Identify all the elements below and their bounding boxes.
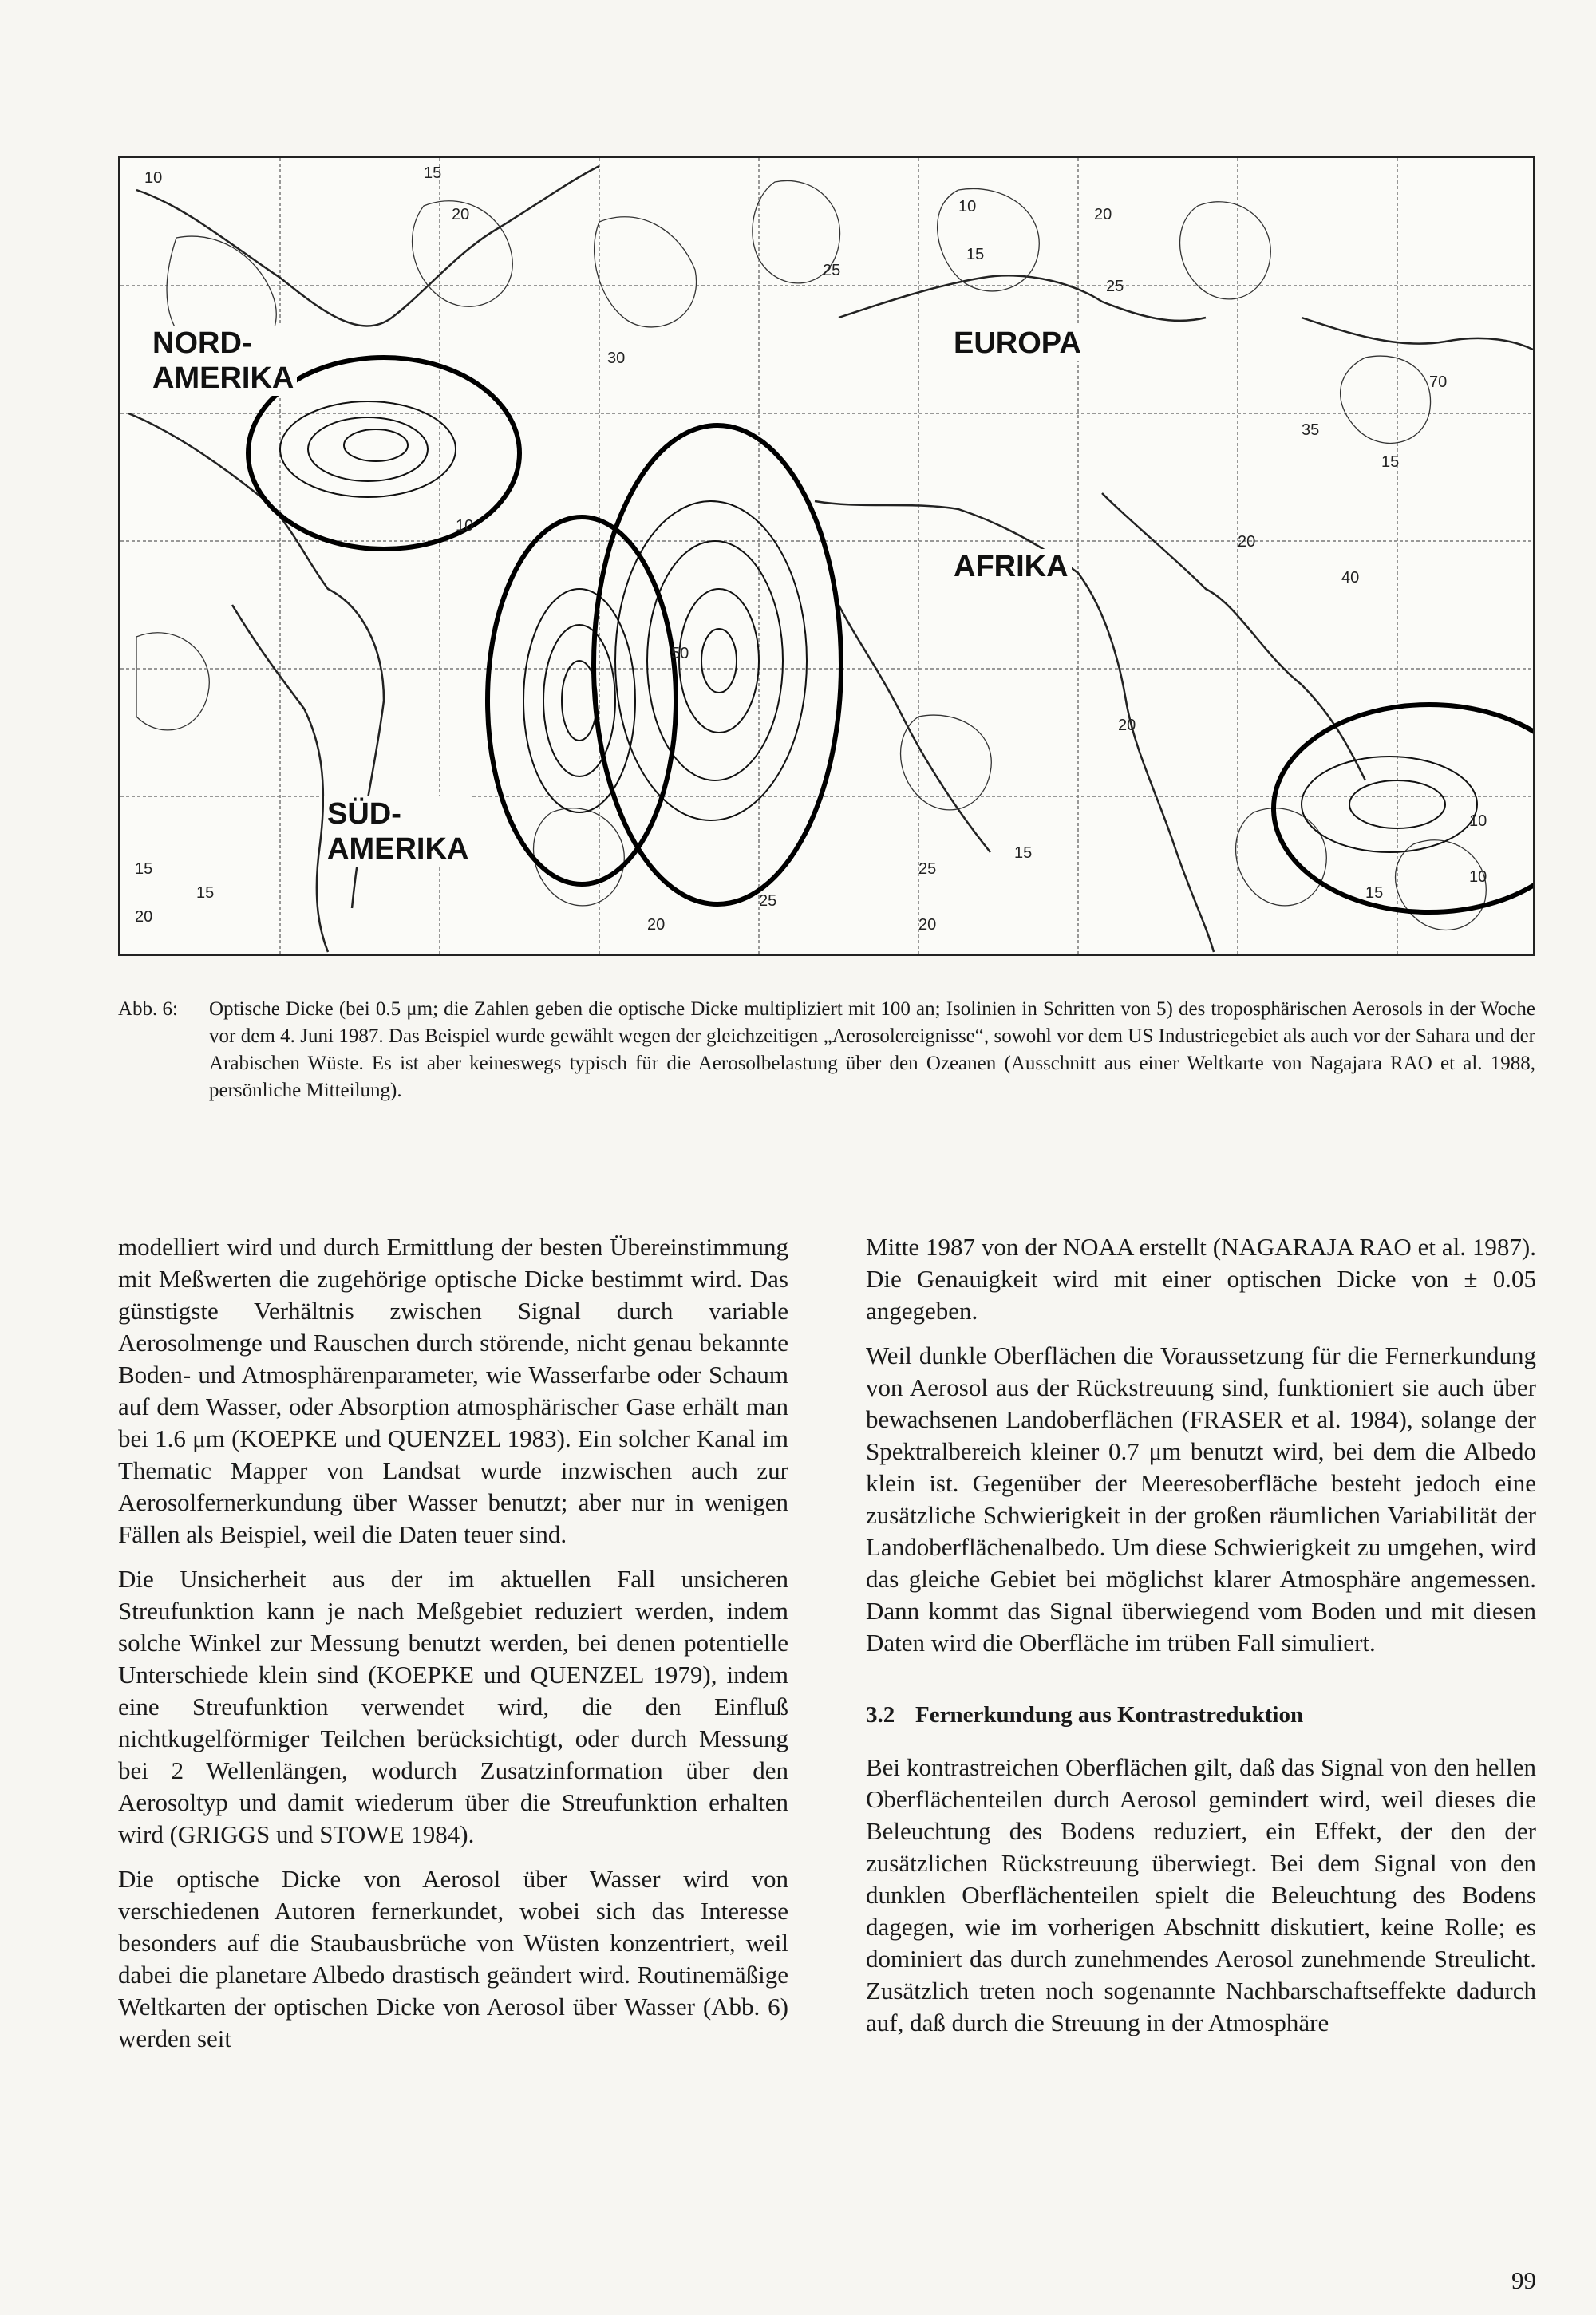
sahara-ellipse — [594, 425, 841, 904]
isoline-label: 15 — [1365, 884, 1384, 902]
isoline-label: 70 — [1429, 373, 1448, 391]
isoline-label: 15 — [966, 246, 985, 263]
aerosol-contours-dense — [280, 401, 1477, 852]
isoline-label: 25 — [823, 262, 841, 279]
isoline-label: 15 — [135, 860, 153, 878]
isoline-label: 20 — [452, 206, 470, 223]
section-title: Fernerkundung aus Kontrastreduktion — [915, 1702, 1304, 1728]
figure-caption — [118, 996, 1535, 1104]
isoline-label: 10 — [1469, 868, 1487, 886]
isoline-label: 20 — [918, 916, 937, 934]
paragraph: Die optische Dicke von Aerosol über Wasser wird von verschiedenen Autoren fernerkundet, wobei sich das Interesse besonders auf die Staubausbrüche von Wüsten konzentriert, weil dabei die planetare Albedo drastisch geändert wird. Routinemäßige Weltkarten der optischen Dicke von Aerosol über Wasser (Abb. 6) werden seit — [118, 1865, 788, 2052]
region-label-north-america: NORD- AMERIKA — [149, 326, 297, 396]
section-heading — [866, 1699, 1536, 1731]
isoline-label: 15 — [1014, 844, 1033, 862]
right-column — [866, 1231, 1536, 2052]
isoline-label: 50 — [671, 645, 689, 662]
caption-text: Optische Dicke (bei 0.5 μm; die Zahlen geben die optische Dicke multipliziert mit 100 an; Isolinien in Schritten von 5) des troposphärischen Aerosols in der Woche vor dem 4. Juni 1987. Das Beispiel wurde gewählt wegen der gleichzeitigen „Aerosolereignisse“, sowohl vor dem US Industriegebiet als auch vor der Sahara und der Arabischen Wüste. Es ist aber keineswegs typisch für die Aerosolbelastung über den Ozeanen (Ausschnitt aus einer Weltkarte von Nagajara RAO et al. 1988, persönliche Mitteilung). — [209, 998, 1535, 1101]
paragraph: modelliert wird und durch Ermittlung der besten Übereinstimmung mit Meßwerten die zugehörige optische Dicke bestimmt wird. Das günstigste Verhältnis zwischen Signal durch variable Aerosolmenge und Rauschen durch störende, nicht genau bekannte Boden- und Atmosphärenparameter, wie Wasserfarbe oder Schaum auf dem Wasser, oder Absorption atmosphärischer Gase erhält man bei 1.6 μm (KOEPKE und QUENZEL 1983). Ein solcher Kanal im Thematic Mapper von Landsat wurde inzwischen auch zur Aerosolfernerkundung über Wasser benutzt; aber nur in wenigen Fällen als Beispiel, weil die Daten teuer sind. — [118, 1233, 788, 1548]
section-number: 3.2 — [866, 1702, 895, 1728]
isoline-label: 15 — [196, 884, 215, 902]
sahara-west-ellipse — [488, 517, 676, 884]
paragraph: Mitte 1987 von der NOAA erstellt (NAGARAJA RAO et al. 1987). Die Genauigkeit wird mit einer optischen Dicke von ± 0.05 angegeben. — [866, 1233, 1536, 1325]
caption-label: Abb. 6: — [118, 998, 178, 1020]
isoline-label: 30 — [607, 350, 626, 367]
isoline-label: 35 — [1302, 421, 1320, 439]
arabian-desert-ellipse — [1274, 705, 1533, 912]
paragraph: Bei kontrastreichen Oberflächen gilt, daß das Signal von den hellen Oberflächenteilen durch Aerosol gemindert wird, weil dieses die Beleuchtung des Bodens reduziert, ein Effekt, der den der zusätzlichen Rückstreuung überwiegt. Bei dem Signal von den dunklen Oberflächenteilen spielt die Beleuchtung des Bodens dagegen, wie im vorherigen Abschnitt diskutiert, keine Rolle; es dominiert das durch zunehmendes Aerosol zunehmende Streulicht. Zusätzlich treten noch sogenannte Nachbarschaftseffekte dadurch auf, daß durch die Streuung in der Atmosphäre — [866, 1753, 1536, 2036]
isoline-label: 20 — [647, 916, 666, 934]
isoline-label: 15 — [1381, 453, 1400, 471]
isoline-label: 10 — [958, 198, 977, 215]
isoline-label: 15 — [424, 164, 442, 182]
paragraph: Weil dunkle Oberflächen die Voraussetzung für die Fernerkundung von Aerosol aus der Rückstreuung sind, funktioniert sie auch über bewachsenen Landoberflächen (FRASER et al. 1984), solange der Spektralbereich kleiner 0.7 μm benutzt wird, bei dem die Albedo klein ist. Gegenüber der Meeresoberfläche besteht jedoch eine zusätzliche Schwierigkeit in der großen räumlichen Variabilität der Landoberflächenalbedo. Um diese Schwierigkeit zu umgehen, wird das gleiche Gebiet bei möglichst klarer Atmosphäre angemessen. Dann kommt das Signal überwiegend vom Boden und mit diesen Daten wird die Oberfläche im trüben Fall simuliert. — [866, 1341, 1536, 1657]
left-column — [118, 1231, 788, 2068]
isoline-label: 20 — [1118, 717, 1136, 734]
isoline-label: 25 — [759, 892, 777, 910]
page-number: 99 — [1511, 2266, 1536, 2294]
isoline-label: 20 — [135, 908, 153, 926]
isoline-label: 40 — [1341, 569, 1360, 587]
isoline-label: 10 — [456, 517, 474, 535]
isoline-label: 25 — [918, 860, 937, 878]
aerosol-optical-depth-map — [118, 156, 1535, 956]
paragraph: Die Unsicherheit aus der im aktuellen Fall unsicheren Streufunktion kann je nach Meßgebiet reduziert werden, indem solche Winkel zur Messung benutzt werden, bei denen potentielle Unterschiede klein sind (KOEPKE und QUENZEL 1979), indem eine Streufunktion verwendet wird, die den Einfluß nichtkugelförmiger Teilchen berücksichtigt, oder durch Messung bei 2 Wellenlängen, wodurch Zusatzinformation über den Aerosoltyp und damit wiederum über die Streufunktion erhalten wird (GRIGGS und STOWE 1984). — [118, 1565, 788, 1848]
isoline-label: 20 — [1238, 533, 1256, 551]
region-label-africa: AFRIKA — [950, 549, 1072, 584]
region-label-south-america: SÜD- AMERIKA — [324, 796, 472, 867]
isoline-label: 20 — [1094, 206, 1112, 223]
region-label-europe: EUROPA — [950, 326, 1084, 361]
isoline-label: 10 — [144, 169, 163, 187]
isoline-label: 10 — [1469, 812, 1487, 830]
isoline-label: 25 — [1106, 278, 1124, 295]
